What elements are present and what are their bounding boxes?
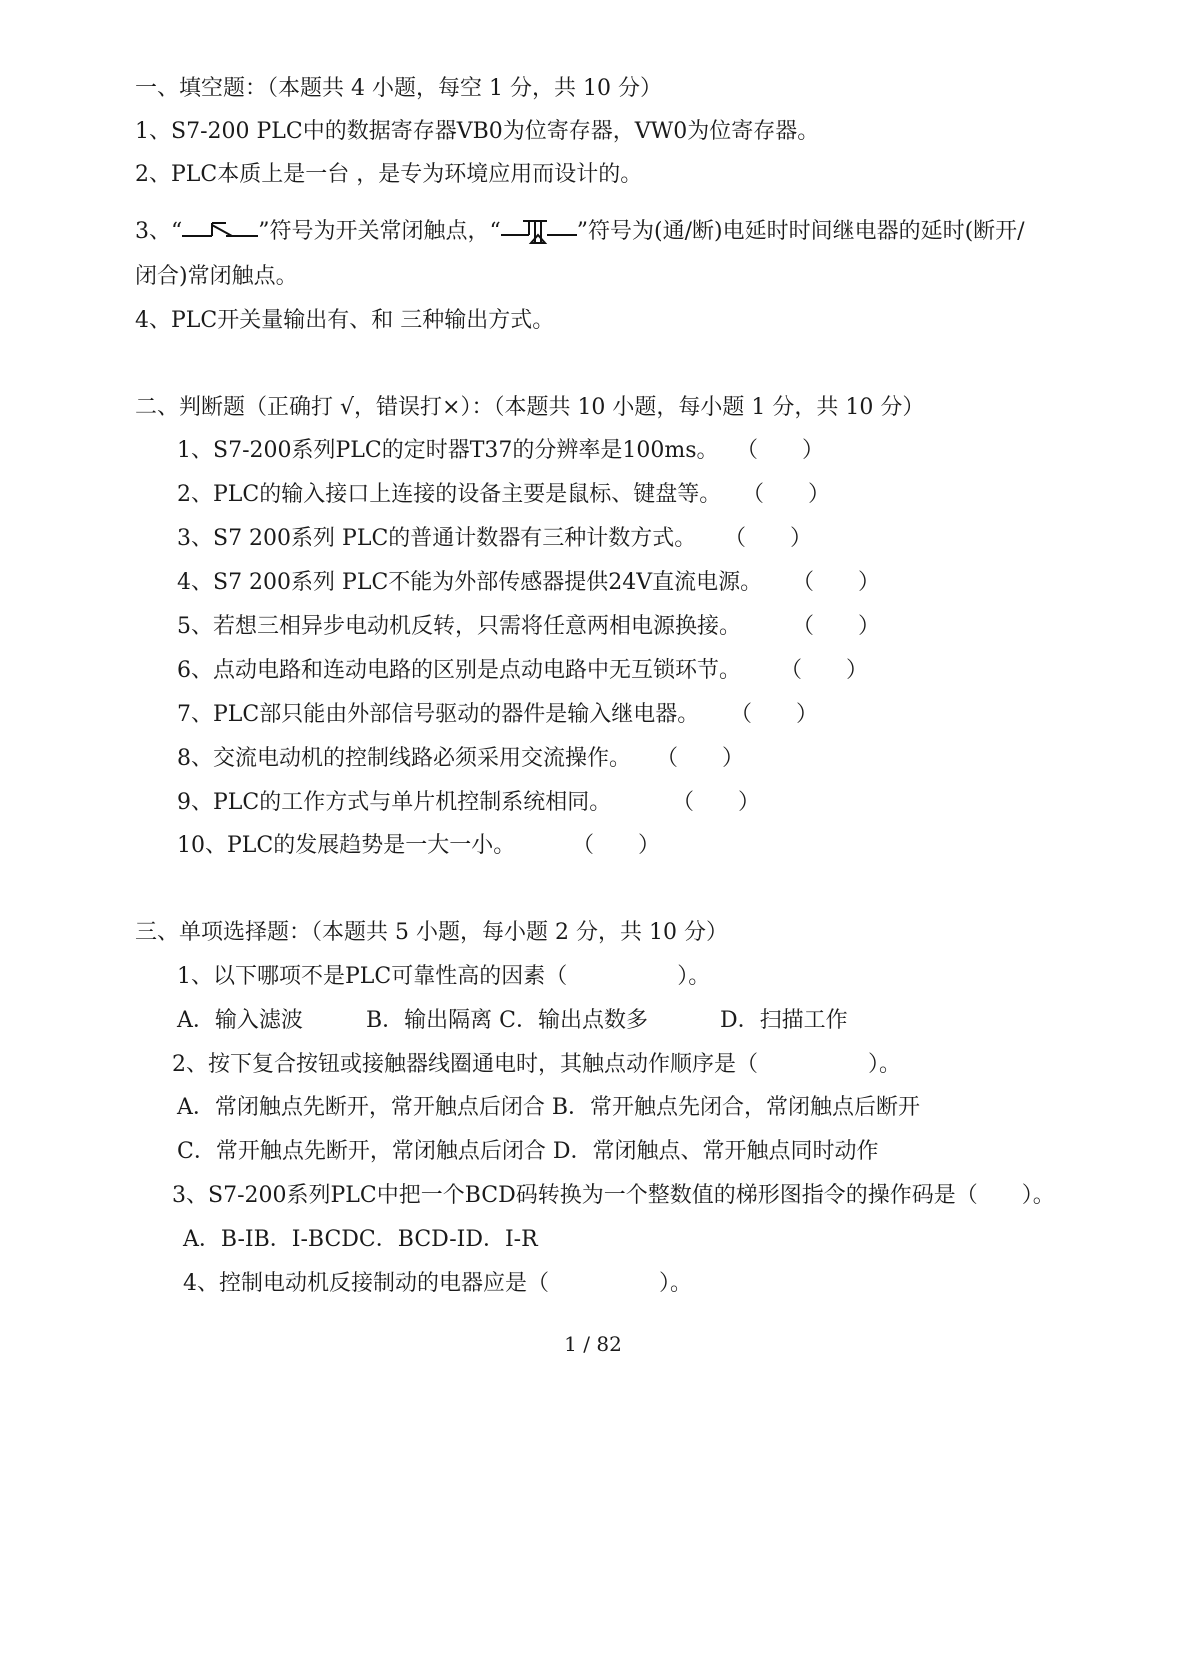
choice-question-4: 4、控制电动机反接制动的电器应是（ ）。 [183,1271,692,1296]
choice-question-2: 2、按下复合按钮或接触器线圈通电时，其触点动作顺序是（ ）。 [172,1052,901,1077]
section2-title: 二、判断题（正确打 √，错误打×）：（本题共 10 小题，每小题 1 分，共 10 分） [135,395,925,420]
section1-title: 一、填空题：（本题共 4 小题，每空 1 分，共 10 分） [135,76,662,101]
answer-blank[interactable]: （ ） [780,658,869,683]
choice-option-a: A．输入滤波 [177,1008,303,1033]
answer-blank[interactable]: （ ） [792,570,881,595]
answer-blank[interactable]: （ ） [572,833,661,858]
answer-blank[interactable]: （ ） [792,614,881,639]
judgment-item: 6、点动电路和连动电路的区别是点动电路中无互锁环节。 [177,658,741,683]
choice-options-cd: C．常开触点先断开，常闭触点后闭合 D．常闭触点、常开触点同时动作 [177,1139,879,1164]
page-number: 1 / 82 [564,1332,622,1356]
q3-mid: ”符号为开关常闭触点，“ [258,219,501,244]
q3-prefix: 3、“ [135,219,183,244]
judgment-item: 4、S7 200系列 PLC不能为外部传感器提供24V直流电源。 [177,570,763,595]
section3-title: 三、单项选择题：（本题共 5 小题，每小题 2 分，共 10 分） [135,920,728,945]
q3-suffix: ”符号为(通/断)电延时时间继电器的延时(断开/ [576,219,1025,244]
judgment-item: 5、若想三相异步电动机反转，只需将任意两相电源换接。 [177,614,741,639]
answer-blank[interactable]: （ ） [656,746,745,771]
judgment-item: 3、S7 200系列 PLC的普通计数器有三种计数方式。 [177,526,697,551]
judgment-item: 1、S7-200系列PLC的定时器T37的分辨率是100ms。 [177,438,719,463]
timer-delay-contact-icon [501,217,577,247]
answer-blank[interactable]: （ ） [672,790,761,815]
judgment-item: 9、PLC的工作方式与单片机控制系统相同。 [177,790,612,815]
judgment-item: 2、PLC的输入接口上连接的设备主要是鼠标、键盘等。 [177,482,722,507]
section1-question-1: 1、S7-200 PLC中的数据寄存器VB0为位寄存器，VW0为位寄存器。 [135,119,820,144]
section1-question-3-cont: 闭合)常闭触点。 [135,264,298,289]
judgment-item: 10、PLC的发展趋势是一大一小。 [177,833,516,858]
section1-question-2: 2、PLC本质上是一台 ，是专为环境应用而设计的。 [135,162,643,187]
section1-question-4: 4、PLC开关量输出有、和 三种输出方式。 [135,308,555,333]
answer-blank[interactable]: （ ） [742,482,831,507]
judgment-item: 7、PLC部只能由外部信号驱动的器件是输入继电器。 [177,702,700,727]
choice-options-q3: A．B-IB．I-BCDC．BCD-ID．I-R [183,1227,538,1252]
answer-blank[interactable]: （ ） [730,702,819,727]
answer-blank[interactable]: （ ） [724,526,813,551]
choice-options-ab: A．常闭触点先断开，常开触点后闭合 B．常开触点先闭合，常闭触点后断开 [177,1095,921,1120]
judgment-item: 8、交流电动机的控制线路必须采用交流操作。 [177,746,631,771]
choice-option-bc: B．输出隔离 C．输出点数多 [366,1008,648,1033]
choice-question-1: 1、以下哪项不是PLC可靠性高的因素（ ）。 [177,964,711,989]
choice-option-d: D．扫描工作 [720,1008,848,1033]
choice-question-3: 3、S7-200系列PLC中把一个BCD码转换为一个整数值的梯形图指令的操作码是（ ）。 [172,1183,1055,1208]
normally-closed-contact-icon [182,219,258,245]
answer-blank[interactable]: （ ） [736,438,825,463]
section1-question-3 [135,217,1025,247]
